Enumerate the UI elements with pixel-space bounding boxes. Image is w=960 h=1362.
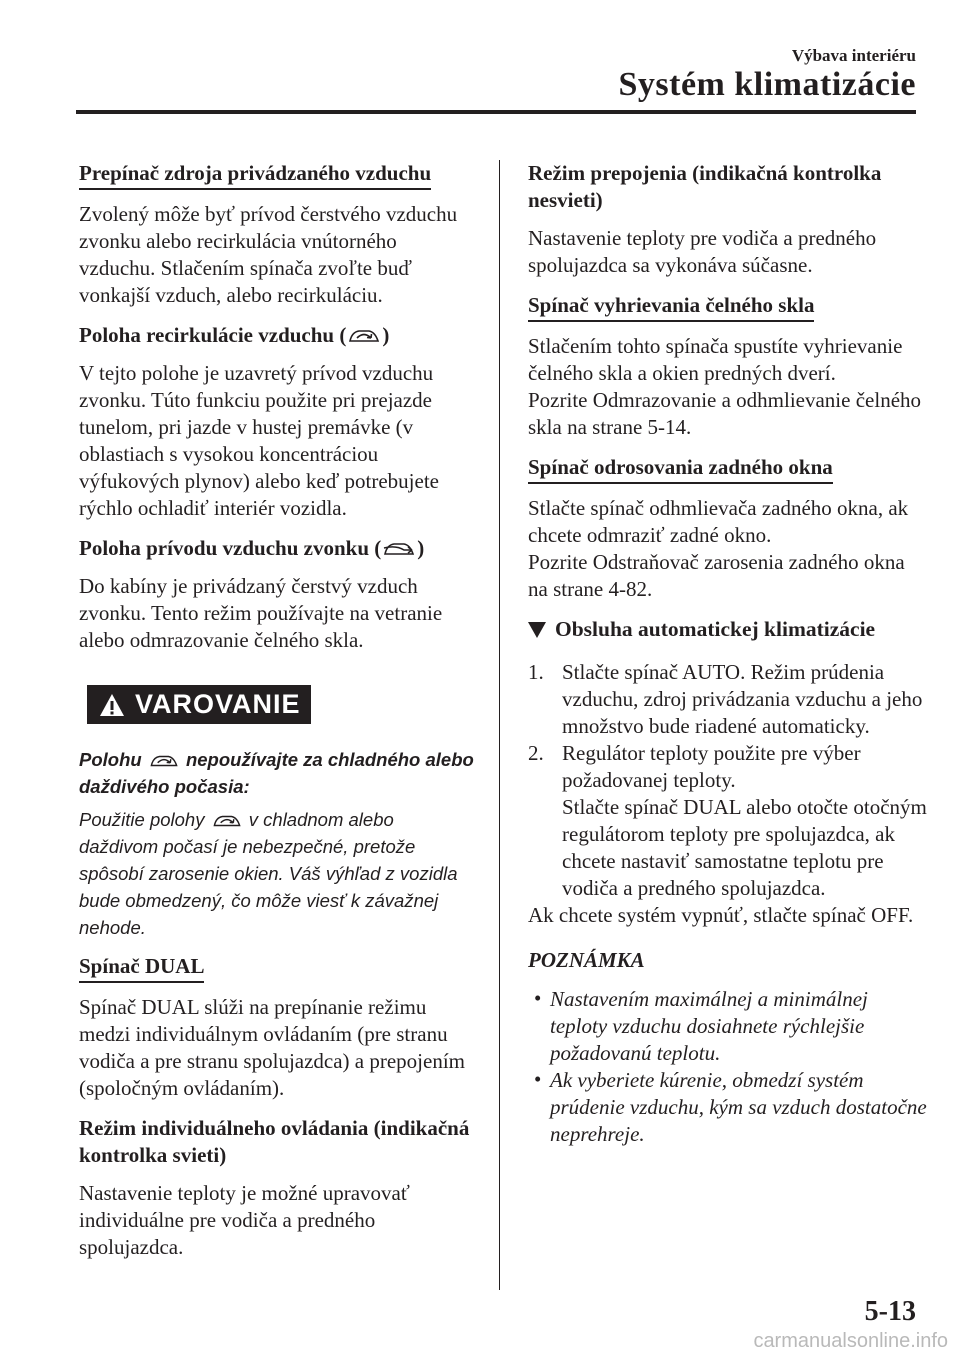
recirculation-icon	[148, 752, 180, 770]
list-item: 1. Stlačte spínač AUTO. Režim prúdenia vzduchu, zdroj privádzania vzduchu a jeho množstvo bude riadené automaticky.	[528, 660, 923, 738]
page-number: 5-13	[864, 1296, 916, 1327]
bullet-icon: •	[534, 1067, 542, 1091]
warning-heading: Polohu nepoužívajte za chladného alebo daždivého počasia:	[79, 749, 474, 797]
para-recirculation: V tejto polohe je uzavretý prívod vzduchu zvonku. Túto funkciu použite pri prejazde tunelom, pri jazde v hustej premávke (v oblastiach s vysokou koncentráciou výfukových plynov) alebo keď potrebujete rýchlo ochladiť interiér vozidla.	[79, 361, 439, 520]
heading-linked-mode: Režim prepojenia (indikačná kontrolka nesvieti)	[528, 161, 882, 212]
right-column	[528, 160, 928, 1148]
section-heading-auto: Obsluha automatickej klimatizácie	[528, 616, 928, 643]
warning-icon	[99, 693, 125, 717]
bullet-icon: •	[534, 986, 542, 1010]
warning-label: VAROVANIE	[135, 689, 301, 719]
heading-dual-switch: Spínač DUAL	[79, 953, 204, 983]
heading-outside-air: Poloha prívodu vzduchu zvonku ( )	[79, 536, 425, 560]
para-air-source: Zvolený môže byť prívod čerstvého vzduchu zvonku alebo recirkulácia vnútorného vzduchu. Stlačením spínača zvoľte buď vonkajší vzduch, alebo recirkuláciu.	[79, 202, 458, 307]
para-windshield-heater: Stlačením tohto spínača spustíte vyhrievanie čelného skla a okien predných dverí.	[528, 334, 903, 385]
triangle-bullet-icon	[528, 622, 546, 638]
heading-windshield-heater: Spínač vyhrievania čelného skla	[528, 292, 814, 322]
header-rule	[76, 110, 916, 114]
heading-recirculation: Poloha recirkulácie vzduchu ( )	[79, 323, 390, 347]
recirculation-icon	[211, 812, 243, 830]
heading-rear-defogger: Spínač odrosovania zadného okna	[528, 454, 833, 484]
list-item: 2. Regulátor teploty použite pre výber požadovanej teploty. Stlačte spínač DUAL alebo otočte otočným regulátorom teploty pre spolujazdca, ak chcete nastaviť samostatne teplotu pre vodiča a predného spolujazdca.	[528, 741, 927, 900]
list-item: • Ak vyberiete kúrenie, obmedzí systém prúdenie vzduchu, kým sa vzduch dostatočne neprehreje.	[534, 1067, 927, 1146]
page-title: Systém klimatizácie	[618, 66, 916, 103]
para-rear-defogger: Stlačte spínač odhmlievača zadného okna, ak chcete odmraziť zadné okno.	[528, 496, 909, 547]
outside-air-icon	[382, 539, 416, 559]
para-linked-mode: Nastavenie teploty pre vodiča a predného spolujazdca sa vykonáva súčasne.	[528, 226, 877, 277]
column-divider	[499, 160, 500, 1290]
heading-air-source-switch: Prepínač zdroja privádzaného vzduchu	[79, 160, 431, 190]
left-column	[79, 160, 475, 1274]
heading-recirculation-text: Poloha recirkulácie vzduchu (	[79, 323, 347, 347]
para-rear-defogger-ref: Pozrite Odstraňovač zarosenia zadného okna na strane 4-82.	[528, 550, 905, 601]
warning-text: Použitie polohy v chladnom alebo daždivom počasí je nebezpečné, pretože spôsobí zarosenie okien. Váš výhľad z vozidla bude obmedzený, čo môže viesť k závažnej nehode.	[79, 809, 458, 938]
header-section: Výbava interiéru	[791, 46, 916, 65]
recirculation-icon	[347, 326, 381, 346]
watermark: carmanualsonline.info	[753, 1330, 948, 1352]
heading-individual-mode: Režim individuálneho ovládania (indikačná kontrolka svieti)	[79, 1116, 470, 1167]
para-windshield-ref: Pozrite Odmrazovanie a odhmlievanie čelného skla na strane 5-14.	[528, 388, 922, 439]
heading-outside-air-text: Poloha prívodu vzduchu zvonku (	[79, 536, 382, 560]
note-label: POZNÁMKA	[528, 948, 645, 972]
para-off: Ak chcete systém vypnúť, stlačte spínač OFF.	[528, 903, 914, 927]
para-dual: Spínač DUAL slúži na prepínanie režimu medzi individuálnym ovládaním (pre stranu vodiča a pre stranu spolujazdca) a prepojením (spoločným ovládaním).	[79, 995, 466, 1100]
para-individual-mode: Nastavenie teploty je možné upravovať individuálne pre vodiča a predného spolujazdca.	[79, 1181, 410, 1259]
para-outside-air: Do kabíny je privádzaný čerstvý vzduch zvonku. Tento režim používajte na vetranie alebo odmrazovanie čelného skla.	[79, 574, 443, 652]
list-item: • Nastavením maximálnej a minimálnej teploty vzduchu dosiahnete rýchlejšie požadovanú teplotu.	[534, 986, 868, 1065]
warning-badge	[87, 685, 311, 724]
notes-list	[528, 986, 928, 1148]
steps-list	[528, 659, 928, 902]
